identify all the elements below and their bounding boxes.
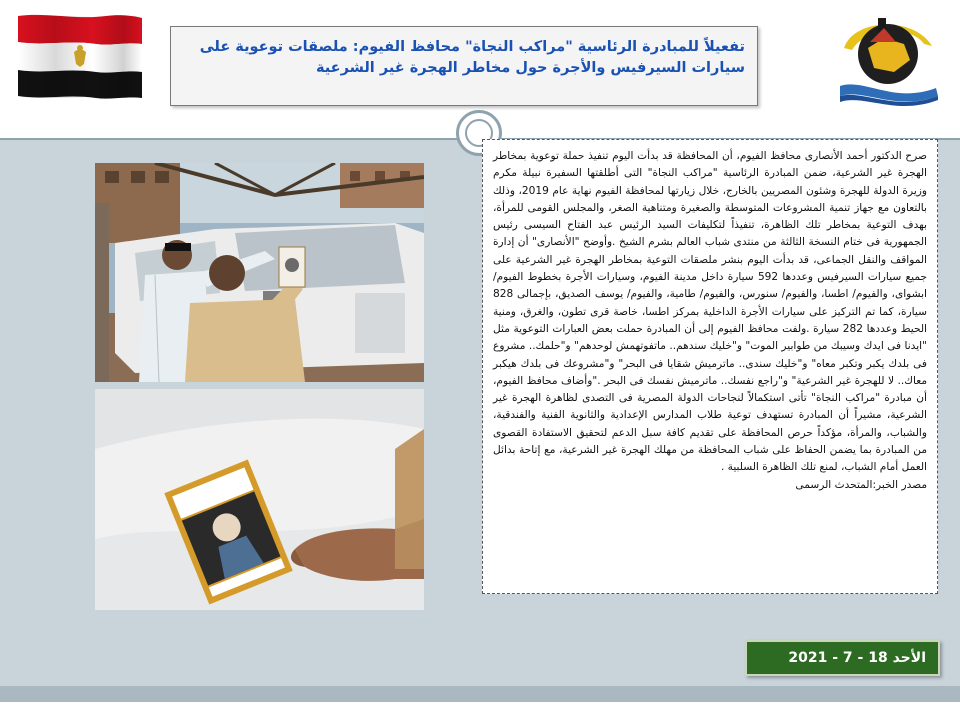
headline-title: تفعيلاً للمبادرة الرئاسية "مراكب النجاة" محافظ الفيوم: ملصقات توعوية على سيارات السيرفيس والأجرة حول مخاطر الهجرة غير الشرعية [199,39,745,76]
article-box [482,139,938,594]
photo-sticker-on-van [95,163,424,382]
photo-sticker-on-hood [95,389,424,610]
date-badge [745,640,940,676]
article-body: صرح الدكتور أحمد الأنصارى محافظ الفيوم، أن المحافظة قد بدأت اليوم تنفيذ حملة توعوية بمخاطر الهجرة غير الشرعية، ضمن المبادرة الرئاسية "مراكب النجاة" التى أطلقتها السفيرة نبيلة مكرم وزيرة الدولة للهجرة وشئون المصريين بالخارج، خلال زيارتها لمحافظة الفيوم نهاية عام 2019، وذلك بالتعاون مع جهاز تنمية المشروعات المتوسطة والصغيرة ومتناهية الصغر، والمجلس القومى للمرأة، بهدف التوعية بمخاطر تلك الظاهرة، تنفيذاً لتكليفات السيد الرئيس عبد الفتاح السيسى رئيس الجمهورية فى ختام النسخة الثالثة من منتدى شباب العالم بشرم الشيخ .وأوضح "الأنصارى" أن إدارة المواقف والنقل الجماعى، قد بدأت اليوم بنشر ملصقات التوعية بمخاطر الهجرة غير الشرعية على جميع سيارات السيرفيس وعددها 592 سيارة داخل مدينة الفيوم، وسيارات الأجرة بخطوط الفيوم/ ابشواى، والفيوم/ اطسا، والفيوم/ سنورس، والفيوم/ طامية، والفيوم/ يوسف الصديق، بإجمالى 828 سيارة، كما تم التركيز على سيارات الأجرة الداخلية بمركز اطسا، خاصة قرى تطون، والغرق، ومنية الحيط وعددها 282 سيارة .ولفت محافظ الفيوم إلى أن المبادرة حملت بعض العبارات التوعوية مثل "ايدنا فى ايدك وسيبك من طوابير الموت" و"خليك سندهم.. ماتفوتهمش لوحدهم" و"حلمك.. مشروع فى بلدك يكبر وتكبر معاه" و"خليك سندى.. ماترميش شقايا فى البحر" و"مشروعك فى بلدك هيكبر معاك.. لا للهجرة غير الشرعية" و"راجع نفسك.. ماترميش نفسك فى البحر ."وأضاف محافظ الفيوم، أن مبادرة "مراكب النجاة" تأتى استكمالاً لنجاحات الدولة المصرية فى التصدى لظاهرة الهجرة غير الشرعية، مشيراً أن المبادرة تستهدف توعية طلاب المدارس الإعدادية والثانوية الفنية والفندقية، والشباب، والمرأة، مؤكداً حرص المحافظة على تقديم كافة سبل الدعم لتحقيق الاستفادة القصوى من المبادرة بما يضمن الحفاظ على شباب المحافظة من مهلك الهجرة غير الشرعية، مع إتاحة بدائل العمل أمام الشباب، لمنع تلك الظاهرة السلبية . [493,150,927,474]
egypt-flag-icon [16,12,144,102]
article-text [493,148,927,494]
footer-strip [0,702,960,720]
headline-box [170,26,758,106]
article-source: مصدر الخبر:المتحدث الرسمى [795,478,927,491]
footer-stripe [0,686,960,702]
governorate-logo-icon [834,8,944,108]
date-text: الأحد 18 - 7 - 2021 [788,650,926,666]
